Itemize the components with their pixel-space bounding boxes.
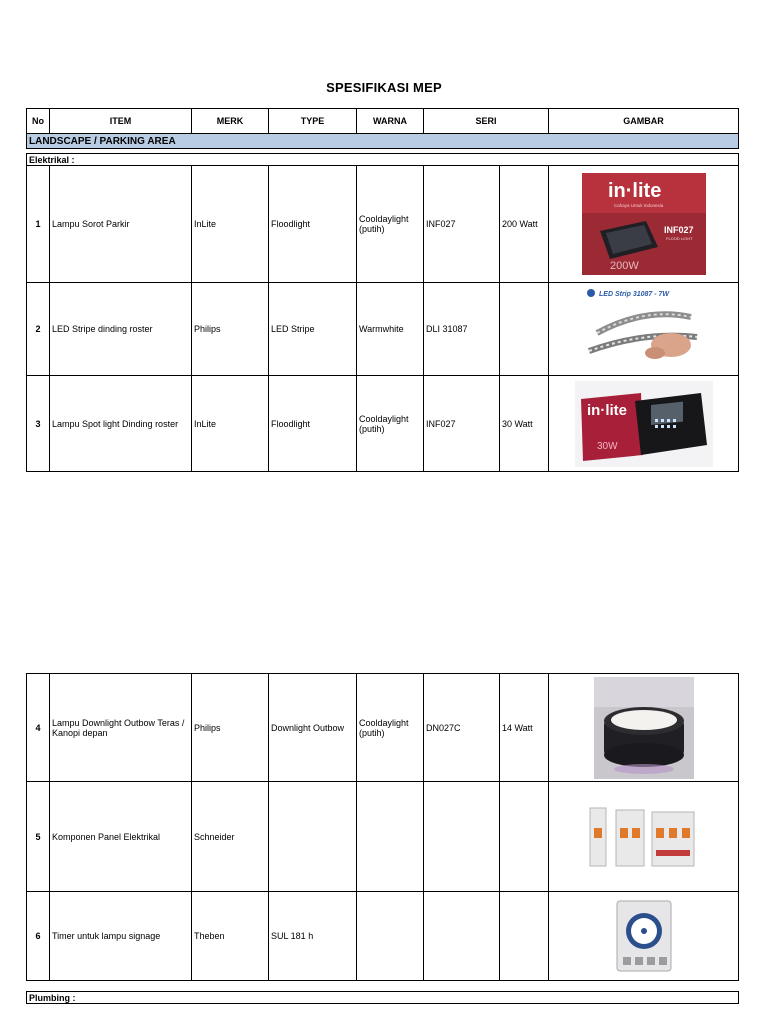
header-seri: SERI (424, 109, 549, 134)
row-warna (357, 892, 424, 981)
inlite-30w-floodlight-image (575, 381, 713, 467)
row-warna: Warmwhite (357, 283, 424, 376)
row-item: Lampu Spot light Dinding roster (50, 376, 192, 472)
brand-logo: in·lite (607, 180, 661, 202)
led-strip-image (585, 287, 703, 371)
brand-logo: in·lite (586, 401, 627, 419)
row-no: 4 (27, 674, 50, 782)
row-warna: Cooldaylight (putih) (357, 674, 424, 782)
row-watt: 30 Watt (500, 376, 549, 472)
inlite-200w-floodlight-image (582, 173, 706, 275)
row-type: Floodlight (269, 376, 357, 472)
downlight-image (594, 677, 694, 779)
row-type: Downlight Outbow (269, 674, 357, 782)
watt-label: 200W (609, 260, 639, 272)
row-watt: 200 Watt (500, 166, 549, 283)
row-image-cell (549, 892, 739, 981)
row-watt (500, 782, 549, 892)
row-warna: Cooldaylight (putih) (357, 376, 424, 472)
brand-tagline: Cahaya Untuk Indonesia (613, 203, 663, 208)
table-row (27, 283, 739, 376)
header-type: TYPE (269, 109, 357, 134)
header-warna: WARNA (357, 109, 424, 134)
row-seri (424, 892, 500, 981)
row-merk: InLite (192, 166, 269, 283)
row-seri: DLI 31087 (424, 283, 500, 376)
row-merk: Philips (192, 674, 269, 782)
table-row (27, 166, 739, 283)
row-seri: DN027C (424, 674, 500, 782)
row-watt (500, 283, 549, 376)
row-type: Floodlight (269, 166, 357, 283)
row-no: 6 (27, 892, 50, 981)
sub-elektrikal: Elektrikal : (27, 154, 739, 166)
table-row (27, 782, 739, 892)
row-watt (500, 892, 549, 981)
row-type: SUL 181 h (269, 892, 357, 981)
sub-plumbing: Plumbing : (27, 992, 739, 1004)
table-row (27, 674, 739, 782)
row-image-cell (549, 782, 739, 892)
row-merk: Schneider (192, 782, 269, 892)
row-no: 5 (27, 782, 50, 892)
header-no: No (27, 109, 50, 134)
header-row (27, 109, 739, 134)
row-warna (357, 782, 424, 892)
row-merk: Theben (192, 892, 269, 981)
row-merk: Philips (192, 283, 269, 376)
table-row (27, 376, 739, 472)
row-seri: INF027 (424, 166, 500, 283)
spec-table-top (26, 108, 739, 472)
row-no: 3 (27, 376, 50, 472)
row-item: Komponen Panel Elektrikal (50, 782, 192, 892)
row-merk: InLite (192, 376, 269, 472)
row-type: LED Stripe (269, 283, 357, 376)
model-label: INF027 (663, 225, 694, 235)
model-sub: FLOOD LIGHT (665, 236, 693, 241)
row-watt: 14 Watt (500, 674, 549, 782)
page-title: SPESIFIKASI MEP (326, 80, 442, 95)
header-merk: MERK (192, 109, 269, 134)
header-gambar: GAMBAR (549, 109, 739, 134)
row-image-cell (549, 674, 739, 782)
row-seri: INF027 (424, 376, 500, 472)
circuit-breaker-image (582, 804, 706, 870)
strip-label: LED Strip 31087 - 7W (598, 291, 669, 298)
row-no: 2 (27, 283, 50, 376)
header-item: ITEM (50, 109, 192, 134)
section-landscape: LANDSCAPE / PARKING AREA (27, 134, 739, 149)
row-warna: Cooldaylight (putih) (357, 166, 424, 283)
row-image-cell (549, 376, 739, 472)
row-item: Lampu Sorot Parkir (50, 166, 192, 283)
timer-image (613, 899, 675, 973)
row-image-cell (549, 166, 739, 283)
watt-label: 30W (596, 440, 618, 452)
row-image-cell (549, 283, 739, 376)
row-item: Timer untuk lampu signage (50, 892, 192, 981)
row-no: 1 (27, 166, 50, 283)
table-row (27, 892, 739, 981)
spec-table-bottom (26, 673, 739, 1004)
row-item: Lampu Downlight Outbow Teras / Kanopi depan (50, 674, 192, 782)
row-type (269, 782, 357, 892)
row-item: LED Stripe dinding roster (50, 283, 192, 376)
row-seri (424, 782, 500, 892)
